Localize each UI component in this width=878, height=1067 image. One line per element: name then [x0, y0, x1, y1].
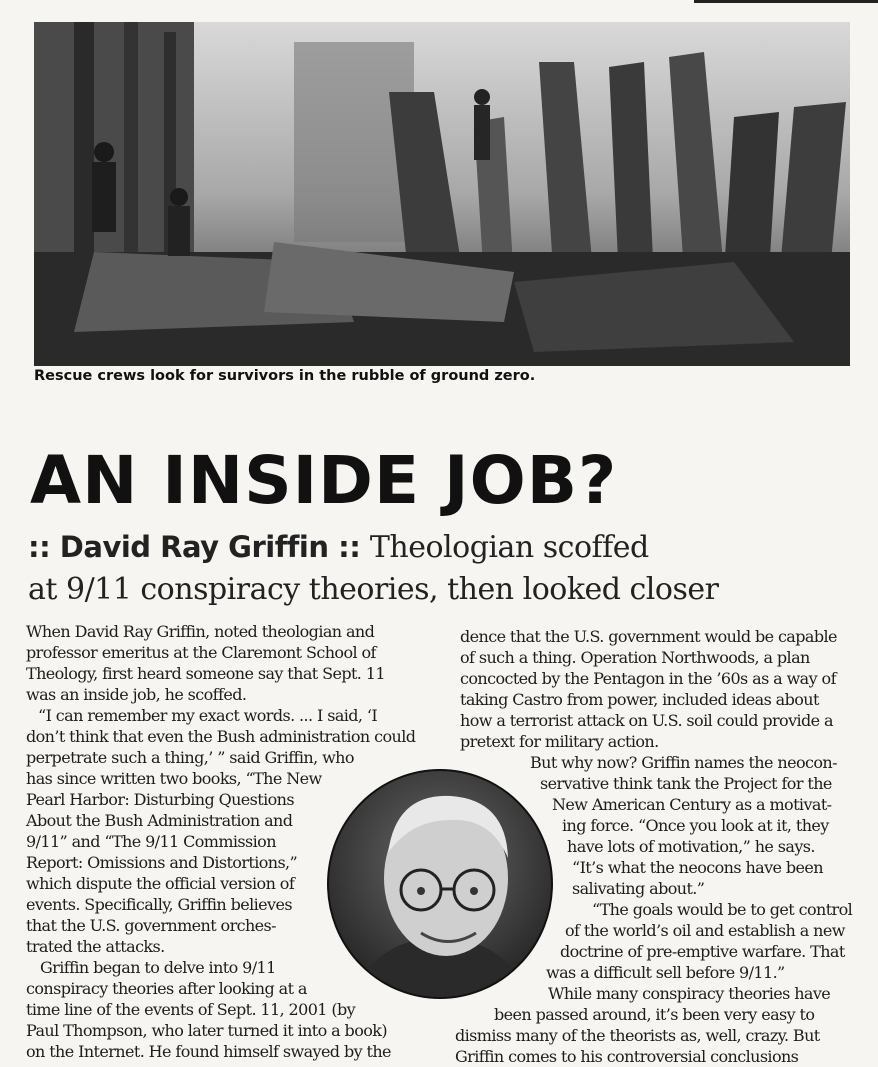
body-line: events. Specifically, Griffin believes: [26, 895, 292, 914]
body-line: ing force. “Once you look at it, they: [562, 816, 829, 835]
body-line: dence that the U.S. government would be capable: [460, 627, 837, 646]
body-line: Griffin comes to his controversial conclusions: [455, 1047, 799, 1066]
body-line: which dispute the official version of: [26, 874, 295, 893]
body-line: dismiss many of the theorists as, well, crazy. But: [455, 1026, 820, 1045]
body-line: “I can remember my exact words. ... I said, ‘I: [38, 706, 378, 725]
body-line: on the Internet. He found himself swayed by the: [26, 1042, 391, 1061]
body-line: Theology, first heard someone say that Sept. 11: [26, 664, 385, 683]
body-line: Report: Omissions and Distortions,”: [26, 853, 298, 872]
body-line: Pearl Harbor: Disturbing Questions: [26, 790, 294, 809]
rubble-photo-graphic: [34, 22, 850, 366]
deck-line1: Theologian scoffed: [369, 530, 649, 565]
portrait-graphic: [326, 768, 554, 1000]
body-line: don’t think that even the Bush administration could: [26, 727, 416, 746]
photo-caption: Rescue crews look for survivors in the rubble of ground zero.: [34, 368, 536, 384]
body-line: conspiracy theories after looking at a: [26, 979, 307, 998]
body-line: professor emeritus at the Claremont School of: [26, 643, 376, 662]
rubble-photo: [34, 22, 850, 366]
deck-name: David Ray Griffin: [59, 530, 329, 564]
body-line: perpetrate such a thing,’ ” said Griffin, who: [26, 748, 354, 767]
body-line: taking Castro from power, included ideas about: [460, 690, 819, 709]
body-line: concocted by the Pentagon in the ’60s as a way of: [460, 669, 836, 688]
body-line: that the U.S. government orches-: [26, 916, 276, 935]
body-line: of the world’s oil and establish a new: [565, 921, 845, 940]
body-line: has since written two books, “The New: [26, 769, 322, 788]
body-line: When David Ray Griffin, noted theologian and: [26, 622, 375, 641]
body-line: New American Century as a motivat-: [552, 795, 832, 814]
headline: AN INSIDE JOB?: [30, 442, 618, 519]
body-line: 9/11” and “The 9/11 Commission: [26, 832, 276, 851]
body-line: servative think tank the Project for the: [540, 774, 832, 793]
deck-separator: ::: [328, 530, 370, 564]
body-line: pretext for military action.: [460, 732, 659, 751]
portrait-photo: [326, 768, 554, 1000]
body-line: how a terrorist attack on U.S. soil could provide a: [460, 711, 833, 730]
body-line: While many conspiracy theories have: [548, 984, 831, 1003]
body-line: was an inside job, he scoffed.: [26, 685, 247, 704]
body-line: was a difficult sell before 9/11.”: [546, 963, 785, 982]
body-line: salivating about.”: [572, 879, 705, 898]
deck: [28, 526, 868, 611]
body-line: But why now? Griffin names the neocon-: [530, 753, 837, 772]
body-line: “It’s what the neocons have been: [572, 858, 823, 877]
body-line: time line of the events of Sept. 11, 2001 (by: [26, 1000, 356, 1019]
deck-prefix: ::: [28, 530, 60, 564]
body-line: trated the attacks.: [26, 937, 165, 956]
body-line: Paul Thompson, who later turned it into a book): [26, 1021, 388, 1040]
body-line: About the Bush Administration and: [26, 811, 293, 830]
body-line: Griffin began to delve into 9/11: [40, 958, 276, 977]
top-rule: [694, 0, 878, 3]
body-line: doctrine of pre-emptive warfare. That: [560, 942, 845, 961]
deck-line2: at 9/11 conspiracy theories, then looked closer: [28, 572, 719, 607]
body-line: of such a thing. Operation Northwoods, a plan: [460, 648, 810, 667]
body-line: have lots of motivation,” he says.: [567, 837, 815, 856]
body-line: “The goals would be to get control: [592, 900, 853, 919]
body-line: been passed around, it’s been very easy to: [494, 1005, 815, 1024]
